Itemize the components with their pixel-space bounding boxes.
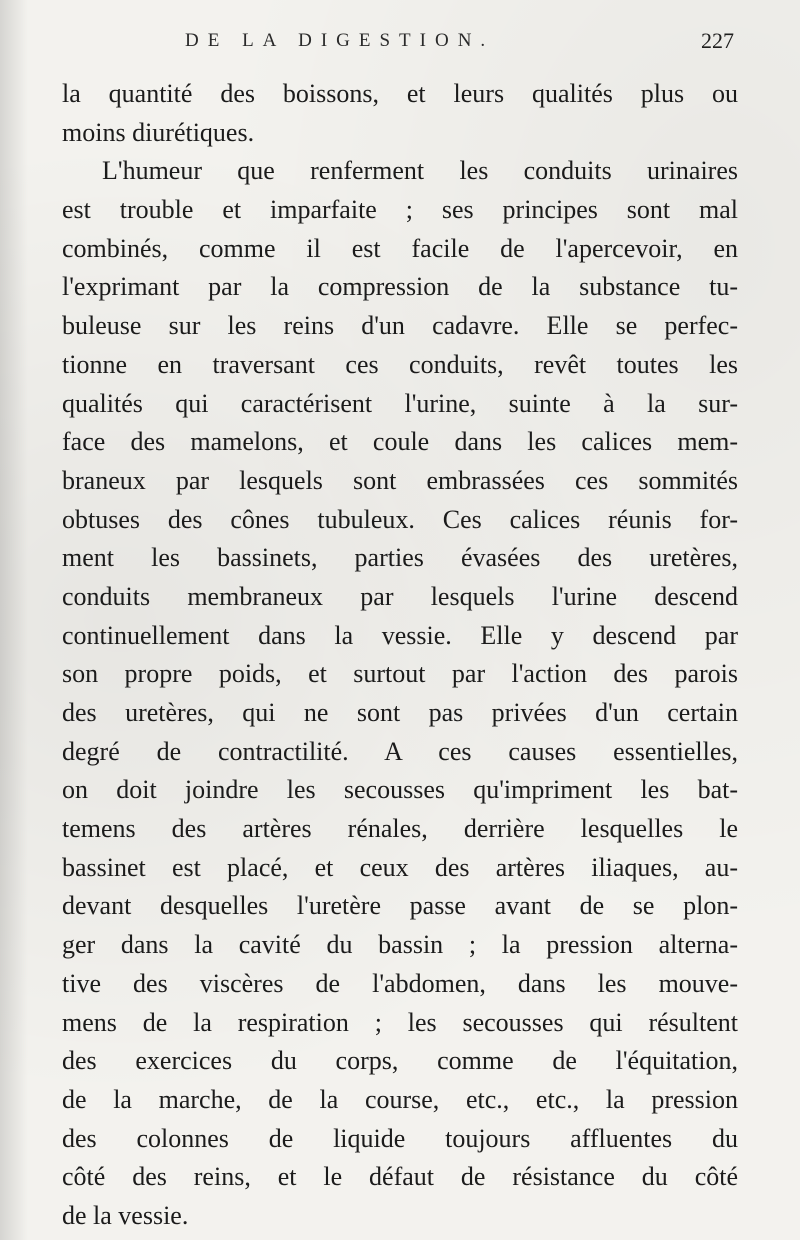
text-line: on doit joindre les secousses qu'impriment les bat- (62, 775, 738, 805)
text-line: combinés, comme il est facile de l'apercevoir, en (62, 233, 738, 263)
text-line: qualités qui caractérisent l'urine, suinte à la sur- (62, 388, 738, 418)
text-line: de la vessie. (62, 1200, 189, 1230)
text-line: devant desquelles l'uretère passe avant de se plon- (62, 891, 738, 921)
text-line: continuellement dans la vessie. Elle y descend par (62, 620, 738, 650)
text-line: degré de contractilité. A ces causes essentielles, (62, 736, 738, 766)
text-line: ger dans la cavité du bassin ; la pression alterna- (62, 930, 738, 960)
body-text (62, 75, 738, 1236)
text-line: ment les bassinets, parties évasées des uretères, (62, 543, 738, 573)
text-line: mens de la respiration ; les secousses qui résultent (62, 1007, 738, 1037)
binding-shadow (0, 0, 28, 1240)
text-line: obtuses des cônes tubuleux. Ces calices réunis for- (62, 504, 738, 534)
text-line: l'exprimant par la compression de la substance tu- (62, 272, 738, 302)
text-line: bassinet est placé, et ceux des artères iliaques, au- (62, 852, 738, 882)
running-title: DE LA DIGESTION. (185, 30, 495, 51)
text-line: des colonnes de liquide toujours affluentes du (62, 1123, 738, 1153)
text-line: buleuse sur les reins d'un cadavre. Elle se perfec- (62, 311, 738, 341)
text-line: de la marche, de la course, etc., etc., la pression (62, 1084, 738, 1114)
text-line: côté des reins, et le défaut de résistance du côté (62, 1162, 738, 1192)
text-line: la quantité des boissons, et leurs qualités plus ou (62, 79, 738, 108)
text-line: est trouble et imparfaite ; ses principes sont mal (62, 195, 738, 225)
paragraph-first-line: L'humeur que renferment les conduits urinaires (102, 156, 738, 186)
text-line: des exercices du corps, comme de l'équitation, (62, 1046, 738, 1076)
text-line: temens des artères rénales, derrière lesquelles le (62, 814, 738, 844)
text-line: tionne en traversant ces conduits, revêt toutes les (62, 349, 738, 379)
text-line: son propre poids, et surtout par l'action des parois (62, 659, 738, 689)
text-line: des uretères, qui ne sont pas privées d'un certain (62, 698, 738, 727)
text-line: braneux par lesquels sont embrassées ces sommités (62, 465, 738, 495)
text-line: tive des viscères de l'abdomen, dans les mouve- (62, 968, 738, 998)
text-line: face des mamelons, et coule dans les calices mem- (62, 427, 738, 457)
page-number: 227 (701, 28, 734, 53)
text-line: moins diurétiques. (62, 117, 255, 147)
text-line: conduits membraneux par lesquels l'urine descend (62, 581, 738, 611)
